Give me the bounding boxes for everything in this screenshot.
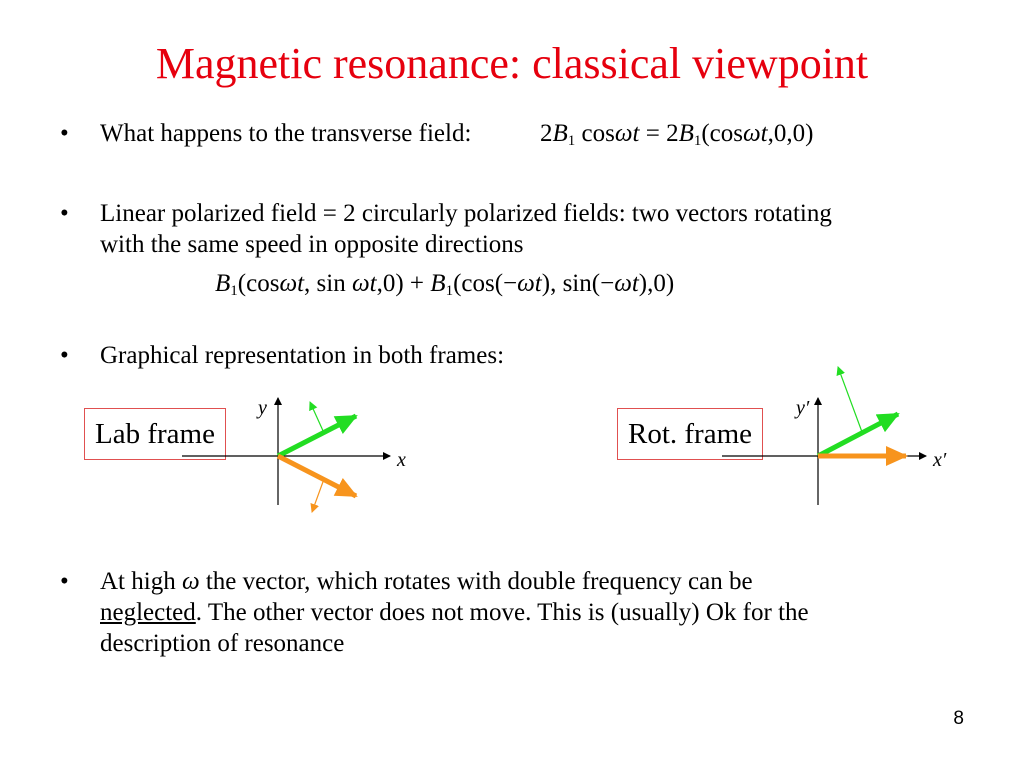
bullet-4-line-3: description of resonance [100, 630, 345, 657]
bullet-4-text-b: the vector, which rotates with double frequency can be [199, 568, 753, 595]
rot-green-velocity-arrow [838, 367, 862, 432]
lab-y-label: y [258, 397, 267, 419]
bullet-4-line-1 [100, 566, 753, 597]
equation-2: $B_1(\cos\omega t$, $\sin \omega t,0) + B_1(\cos(-\omega t)$, sin(−ωt),0) [215, 270, 675, 299]
bullet-4-line-2 [100, 597, 809, 628]
bullet-marker: • [60, 568, 69, 595]
neglected-word: neglected [100, 599, 196, 626]
lab-orange-vector [278, 456, 356, 496]
lab-x-label: x [397, 449, 406, 471]
rot-x-label: x′ [933, 449, 947, 471]
bullet-2-line-1: Linear polarized field = 2 circularly polarized fields: two vectors rotating [100, 200, 832, 227]
bullet-marker: • [60, 342, 69, 369]
slide-title: Magnetic resonance: classical viewpoint [155, 39, 869, 88]
lab-green-vector [278, 416, 356, 456]
bullet-2-line-2: with the same speed in opposite directions [100, 231, 524, 258]
rot-y-label: y′ [796, 397, 810, 419]
bullet-1-text: What happens to the transverse field: [100, 120, 472, 147]
rot-frame-label: Rot. frame [617, 408, 763, 460]
omega-symbol: ω [181, 568, 200, 595]
page-number: 8 [953, 708, 964, 729]
bullet-marker: • [60, 120, 69, 147]
bullet-3-text: Graphical representation in both frames: [100, 342, 505, 369]
lab-green-velocity-arrow [310, 402, 324, 433]
equation-1: $2B_1$ $\cos\omega t = 2B_1(\cos\omega t,0,0)$ [540, 120, 814, 149]
lab-orange-velocity-arrow [312, 479, 324, 512]
bullet-4-text-c: . The other vector does not move. This is (usually) Ok for the [195, 599, 809, 626]
bullet-4-text-a: At high [100, 568, 182, 595]
lab-frame-label: Lab frame [84, 408, 226, 460]
bullet-marker: • [60, 200, 69, 227]
